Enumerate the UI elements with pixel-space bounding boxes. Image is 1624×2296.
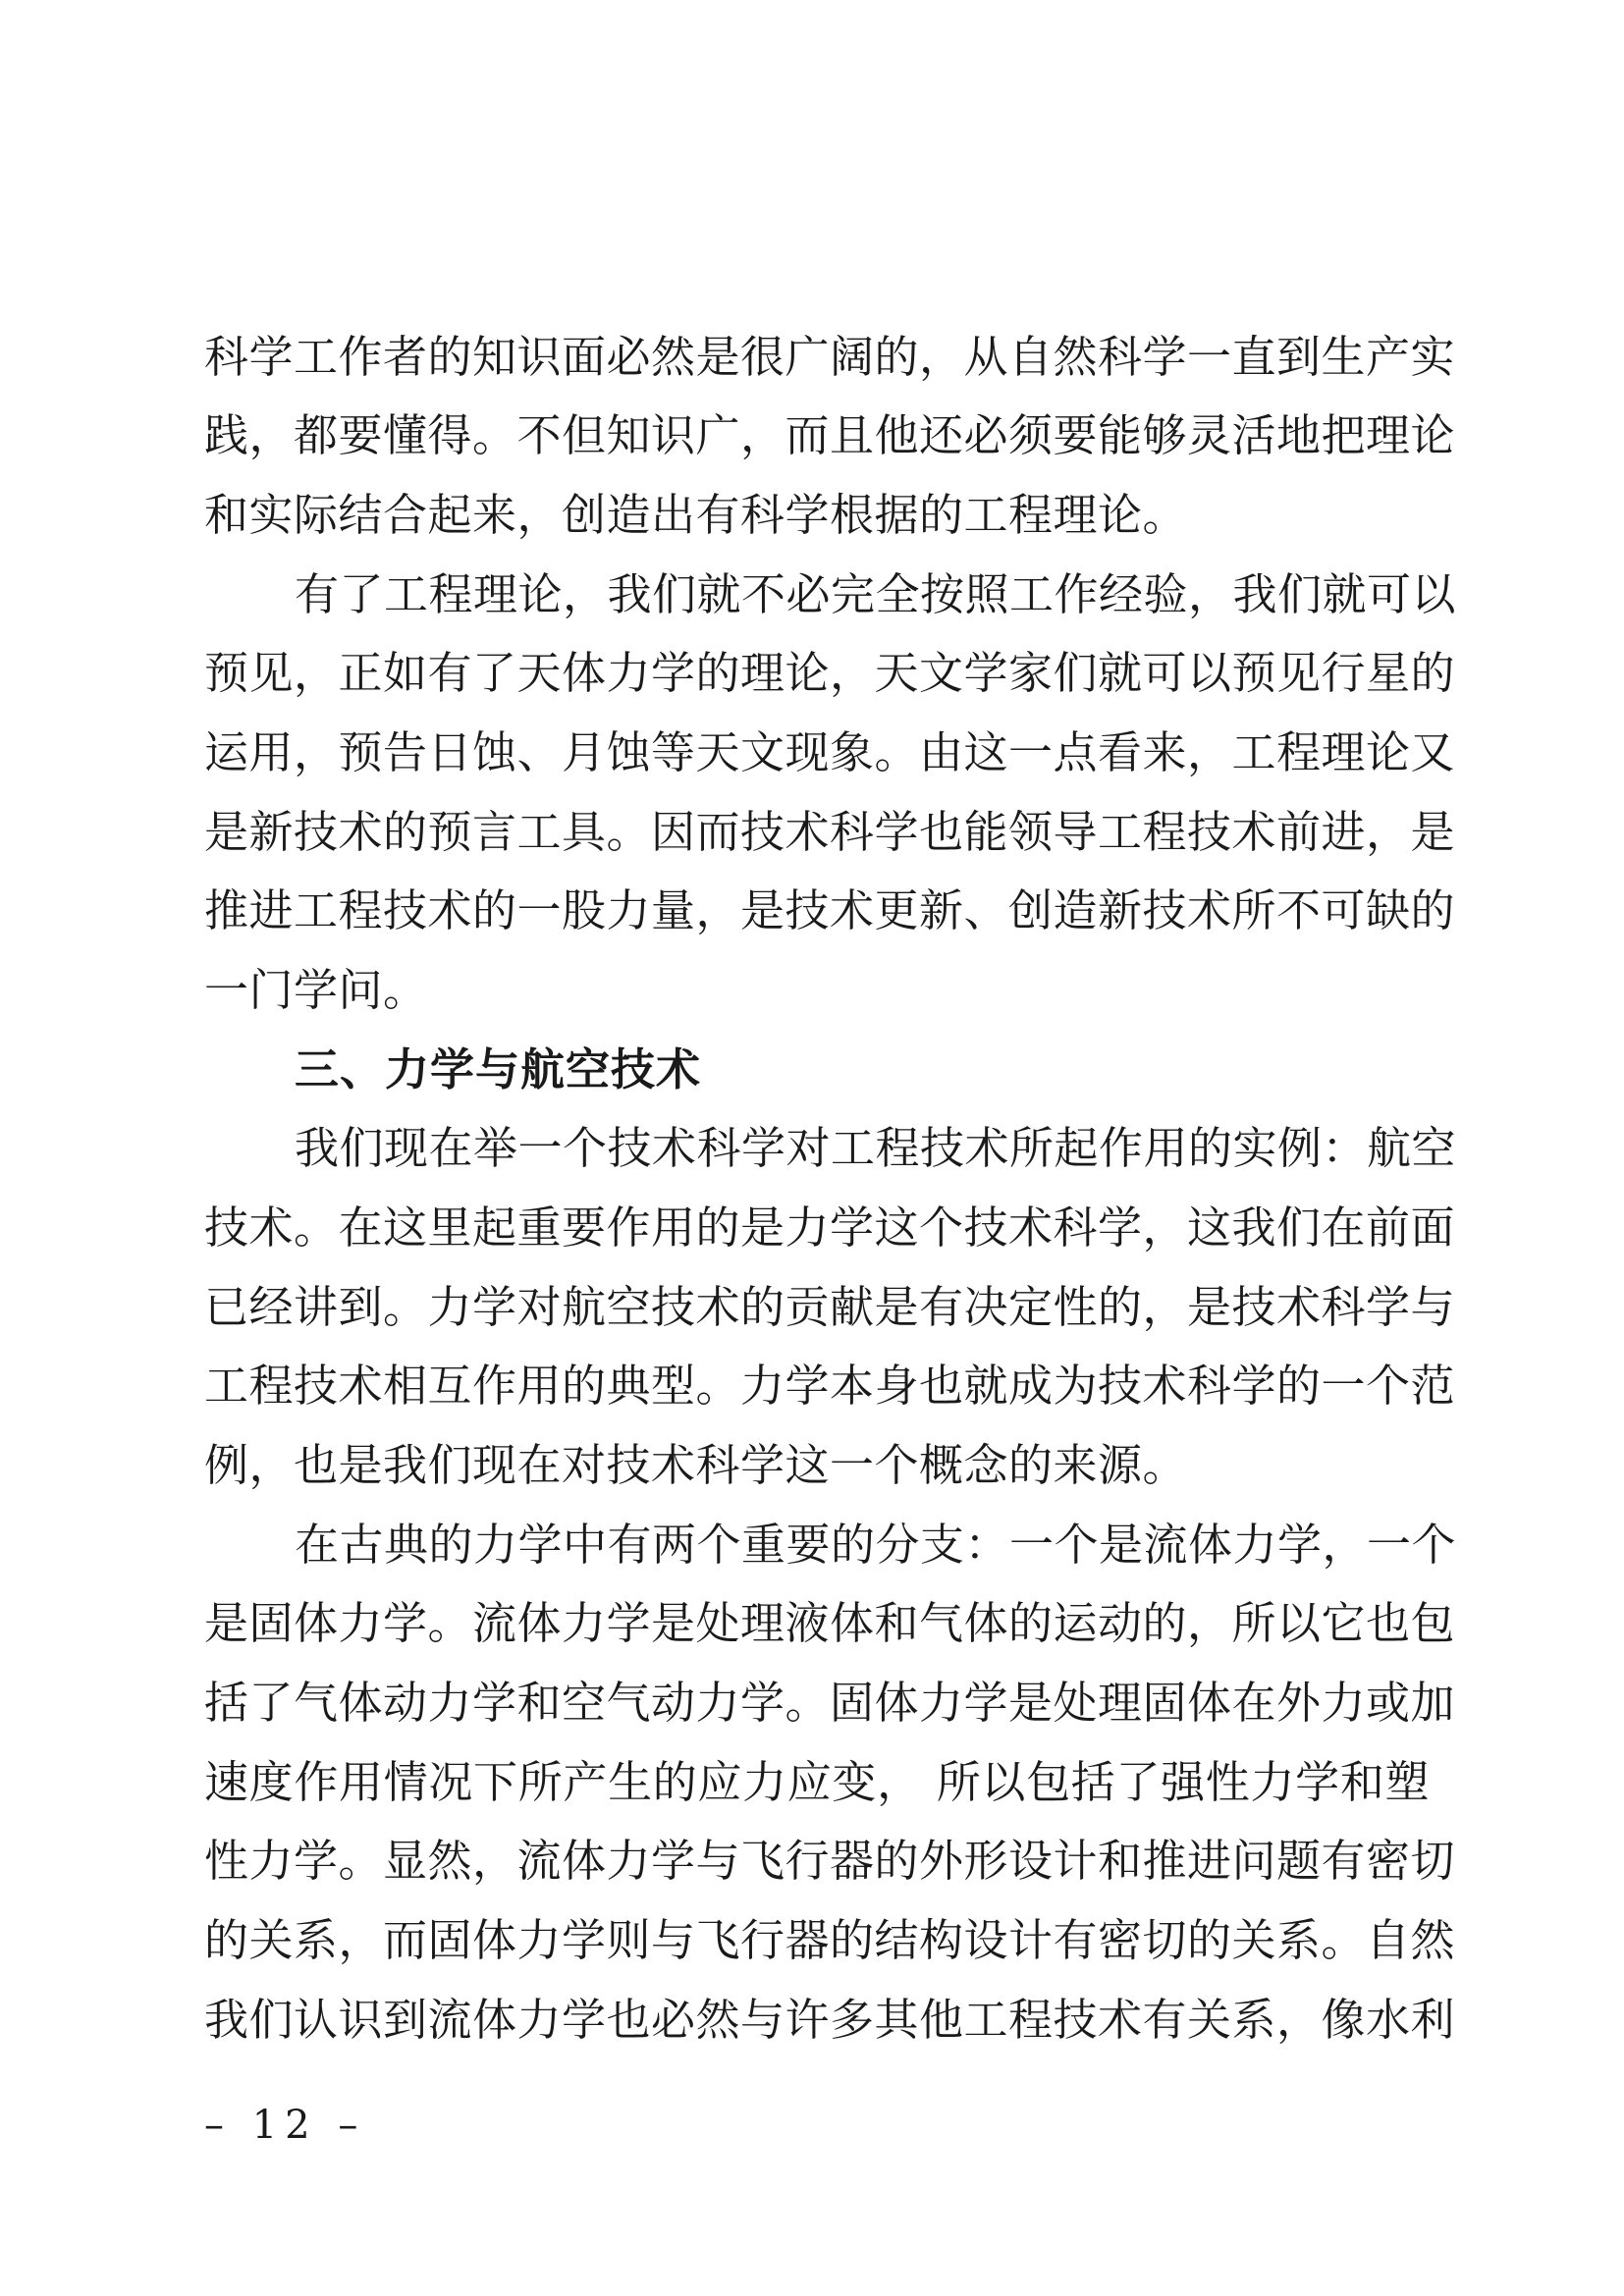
paragraph-2-line-4: 是新技术的预言工具。因而技术科学也能领导工程技术前进，是 (204, 806, 1456, 858)
section-heading: 三、力学与航空技术 (295, 1043, 702, 1095)
page-number: – 12 – (204, 2103, 366, 2148)
paragraph-4-line-5: 性力学。显然，流体力学与飞行器的外形设计和推进问题有密切 (204, 1835, 1456, 1887)
paragraph-4-line-2: 是固体力学。流体力学是处理液体和气体的运动的，所以它也包 (204, 1597, 1456, 1649)
paragraph-2-line-6: 一门学问。 (204, 964, 428, 1016)
paragraph-1-line-1: 科学工作者的知识面必然是很广阔的，从自然科学一直到生产实 (204, 331, 1456, 383)
paragraph-2-line-2: 预见，正如有了天体力学的理论，天文学家们就可以预见行星的 (204, 647, 1456, 699)
paragraph-4-line-4: 速度作用情况下所产生的应力应变， 所以包括了强性力学和塑 (204, 1756, 1430, 1808)
paragraph-4-line-3: 括了气体动力学和空气动力学。固体力学是处理固体在外力或加 (204, 1677, 1456, 1729)
paragraph-3-line-5: 例，也是我们现在对技术科学这一个概念的来源。 (204, 1439, 1188, 1491)
paragraph-1-line-2: 践，都要懂得。不但知识广，而且他还必须要能够灵活地把理论 (204, 409, 1456, 461)
paragraph-2-line-1: 有了工程理论，我们就不必完全按照工作经验，我们就可以 (295, 568, 1457, 620)
paragraph-3-line-3: 已经讲到。力学对航空技术的贡献是有决定性的，是技术科学与 (204, 1281, 1456, 1333)
paragraph-3-line-4: 工程技术相互作用的典型。力学本身也就成为技术科学的一个范 (204, 1360, 1456, 1412)
paragraph-3-line-1: 我们现在举一个技术科学对工程技术所起作用的实例：航空 (295, 1122, 1457, 1174)
paragraph-2-line-3: 运用，预告日蚀、月蚀等天文现象。由这一点看来，工程理论又 (204, 726, 1456, 778)
paragraph-4-line-1: 在古典的力学中有两个重要的分支：一个是流体力学，一个 (295, 1519, 1457, 1571)
paragraph-4-line-7: 我们认识到流体力学也必然与许多其他工程技术有关系，像水利 (204, 1994, 1456, 2046)
paragraph-2-line-5: 推进工程技术的一股力量，是技术更新、创造新技术所不可缺的 (204, 884, 1456, 936)
paragraph-1-line-3: 和实际结合起来，创造出有科学根据的工程理论。 (204, 489, 1188, 541)
paragraph-4-line-6: 的关系，而固体力学则与飞行器的结构设计有密切的关系。自然 (204, 1914, 1456, 1966)
paragraph-3-line-2: 技术。在这里起重要作用的是力学这个技术科学，这我们在前面 (204, 1201, 1456, 1254)
